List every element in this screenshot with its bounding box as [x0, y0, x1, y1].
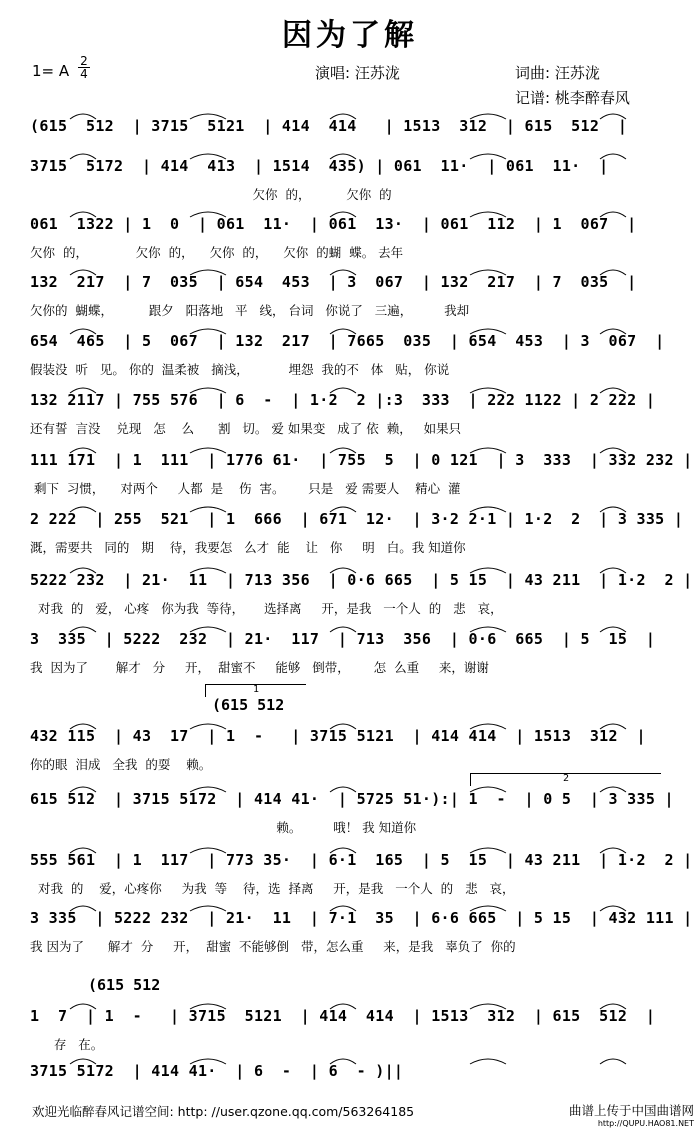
- staff-system: [30, 909, 693, 967]
- notation-line: 111 171 | 1 111 | 1776 61· | 755 5 | 0 121 | 3 333 | 332 232 |: [30, 451, 693, 469]
- singer-credit: 演唱: 汪苏泷: [315, 64, 400, 82]
- time-numerator: 2: [80, 54, 88, 68]
- notation-line: 555 561 | 1 117 | 773 35· | 6·1 165 | 5 15 | 43 211 | 1·2 2 |: [30, 851, 693, 869]
- transcriber-credit: 记谱: 桃李醉春风: [515, 89, 630, 107]
- staff-system: [30, 571, 693, 629]
- lyric-line: 欠你 的， 欠你 的: [30, 187, 392, 202]
- staff-system: [30, 157, 665, 215]
- notation-line: 3 335 | 5222 232 | 21· 117 | 713 356 | 0·6 665 | 5 15 |: [30, 630, 656, 648]
- staff-system: [30, 1007, 665, 1065]
- composer-credit: 词曲: 汪苏泷: [515, 64, 600, 82]
- notation-line: 061 1322 | 1 0 | 061 11· | 061 13· | 061 112 | 1 067 |: [30, 215, 637, 233]
- volta-bracket-2: [470, 773, 661, 786]
- volta-number-1: 1: [252, 684, 260, 695]
- lyric-line: 对我 的 爱， 心疼 你为我 等待， 选择离 开，是我 一个人 的 悲 哀，: [30, 601, 503, 616]
- volta-number-2: 2: [562, 773, 570, 784]
- key-signature: 1= A: [32, 62, 70, 80]
- notation-line: 2 222 | 255 521 | 1 666 | 671 12· | 3·2 2·1 | 1·2 2 | 3 335 |: [30, 510, 684, 528]
- notation-line: 654 465 | 5 067 | 132 217 | 7665 035 | 654 453 | 3 067 |: [30, 332, 665, 350]
- staff-system: [30, 332, 665, 390]
- lyric-line: 赖。 哦！ 我 知道你: [30, 820, 417, 835]
- lyric-line: 还有誓 言没 兑现 怎 么 割 切。 爱 如果变 成了 依 赖， 如果只: [30, 421, 462, 436]
- staff-system: [30, 215, 665, 273]
- lyric-line: 假装没 听 见。 你的 温柔被 摘浅， 埋怨 我的不 体 贴， 你说: [30, 362, 450, 377]
- lyric-line: 欠你的 蝴蝶， 跟夕 阳落地 平 线， 台词 你说了 三遍， 我却: [30, 303, 470, 318]
- lyric-line: 剩下 习惯， 对两个 人都 是 伤 害。 只是 爱 需要人 精心 灌: [30, 481, 461, 496]
- footer-source-url: http://QUPU.HAO81.NET: [597, 1119, 694, 1128]
- staff-system: [30, 391, 665, 449]
- notation-line: (615 512 | 3715 5121 | 414 414 | 1513 312 | 615 512 |: [30, 117, 628, 135]
- notation-line: 3715 5172 | 414 413 | 1514 435) | 061 11· | 061 11· |: [30, 157, 609, 175]
- lyric-line: 存 在。: [30, 1037, 104, 1052]
- notation-line: 132 217 | 7 035 | 654 453 | 3 067 | 132 217 | 7 035 |: [30, 273, 637, 291]
- staff-system: [30, 451, 693, 509]
- notation-line: 3 335 | 5222 232 | 21· 11 | 7·1 35 | 6·6 665 | 5 15 | 432 111 |: [30, 909, 693, 927]
- lyric-line: 我 因为了 解才 分 开， 甜蜜 不能够倒 带，怎么重 来，是我 辜负了 你的: [30, 939, 516, 954]
- lyric-line: 溉，需要共 同的 期 待，我要怎 么才 能 让 你 明 白。我 知道你: [30, 540, 466, 555]
- lyric-line: 欠你 的， 欠你 的， 欠你 的， 欠你 的蝴 蝶。 去年: [30, 245, 404, 260]
- notation-line: 132 2117 | 755 576 | 6 - | 1·2 2 |:3 333 | 222 1122 | 2 222 |: [30, 391, 656, 409]
- time-denominator: 4: [80, 67, 88, 81]
- notation-line: 5222 232 | 21· 11 | 713 356 | 0·6 665 | 5 15 | 43 211 | 1·2 2 |: [30, 571, 693, 589]
- staff-system: [30, 510, 684, 568]
- ending-insert-2: (615 512: [88, 976, 161, 994]
- notation-line: 1 7 | 1 - | 3715 5121 | 414 414 | 1513 312 | 615 512 |: [30, 1007, 656, 1025]
- lyric-line: 你的眼 泪成 全我 的耍 赖。: [30, 757, 212, 772]
- time-signature: [78, 55, 90, 80]
- notation-line: 615 512 | 3715 5172 | 414 41· | 5725 51·):| 1 - | 0 5 | 3 335 |: [30, 790, 674, 808]
- notation-line: 432 115 | 43 17 | 1 - | 3715 5121 | 414 414 | 1513 312 |: [30, 727, 646, 745]
- notation-line: 3715 5172 | 414 41· | 6 - | 6 - )||: [30, 1062, 404, 1080]
- staff-system: [30, 790, 674, 848]
- footer-source: [569, 1104, 694, 1130]
- song-title: 因为了解: [282, 18, 418, 53]
- staff-system: [30, 273, 665, 331]
- ending-insert-1: (615 512: [212, 696, 285, 714]
- footer-website: 欢迎光临醉春风记谱空间: http: //user.qzone.qq.com/563264185: [32, 1104, 415, 1119]
- lyric-line: 对我 的 爱，心疼你 为我 等 待，选 择离 开，是我 一个人 的 悲 哀，: [30, 881, 515, 896]
- staff-system: [30, 630, 665, 688]
- staff-system: [30, 851, 693, 909]
- footer-source-label: 曲谱上传于中国曲谱网: [568, 1103, 694, 1118]
- lyric-line: 我 因为了 解才 分 开， 甜蜜不 能够 倒带， 怎 么重 来，谢谢: [30, 660, 489, 675]
